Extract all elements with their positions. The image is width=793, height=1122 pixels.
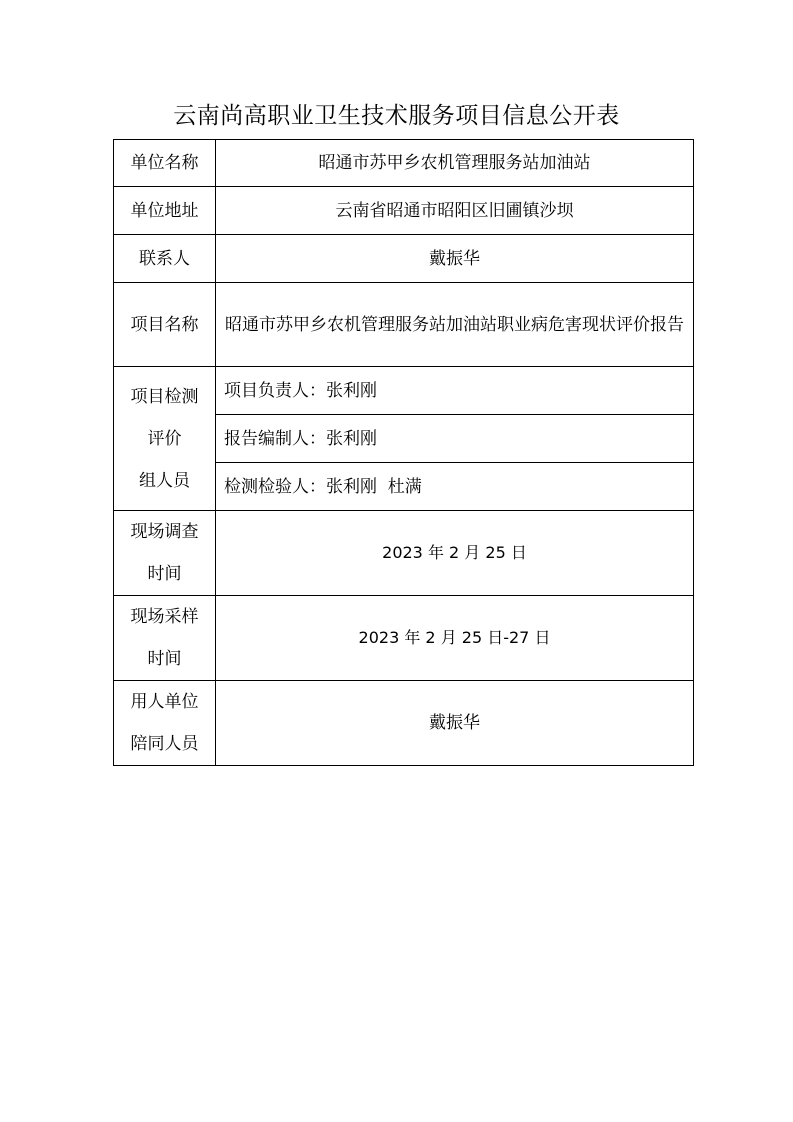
label-sampling-time-line-1: 现场采样	[130, 607, 199, 627]
label-survey-time	[114, 511, 216, 596]
row-unit-address	[114, 187, 694, 235]
row-survey-time	[114, 511, 694, 596]
label-sampling-time-line-2: 时间	[147, 649, 182, 669]
label-team-line-2: 评价	[147, 428, 182, 449]
label-sampling-time	[114, 596, 216, 681]
row-unit-name	[114, 140, 694, 187]
value-sampling-time: 2023 年 2 月 25 日-27 日	[216, 596, 694, 681]
value-contact: 戴振华	[216, 235, 694, 283]
label-accompany-line-2: 陪同人员	[130, 734, 199, 754]
row-sampling-time	[114, 596, 694, 681]
label-team-line-1: 项目检测	[130, 386, 199, 407]
value-team-leader: 项目负责人：张利刚	[216, 367, 694, 415]
label-project-name: 项目名称	[114, 283, 216, 367]
value-project-name: 昭通市苏甲乡农机管理服务站加油站职业病危害现状评价报告	[216, 283, 694, 367]
label-survey-time-line-2: 时间	[147, 564, 182, 584]
label-team-line-3: 组人员	[139, 470, 190, 491]
row-contact	[114, 235, 694, 283]
label-unit-name: 单位名称	[114, 140, 216, 187]
label-unit-address: 单位地址	[114, 187, 216, 235]
value-accompany: 戴振华	[216, 681, 694, 766]
label-team	[114, 367, 216, 511]
label-survey-time-line-1: 现场调查	[130, 522, 199, 542]
document-title: 云南尚高职业卫生技术服务项目信息公开表	[173, 103, 620, 129]
label-accompany	[114, 681, 216, 766]
value-team-inspectors: 检测检验人：张利刚 杜满	[216, 463, 694, 511]
info-table	[113, 139, 694, 766]
row-accompany	[114, 681, 694, 766]
row-project-name	[114, 283, 694, 367]
value-unit-name: 昭通市苏甲乡农机管理服务站加油站	[216, 140, 694, 187]
label-contact: 联系人	[114, 235, 216, 283]
value-unit-address: 云南省昭通市昭阳区旧圃镇沙坝	[216, 187, 694, 235]
value-survey-time: 2023 年 2 月 25 日	[216, 511, 694, 596]
label-accompany-line-1: 用人单位	[130, 692, 199, 712]
value-team-report-writer: 报告编制人：张利刚	[216, 415, 694, 463]
row-team-leader	[114, 367, 694, 415]
